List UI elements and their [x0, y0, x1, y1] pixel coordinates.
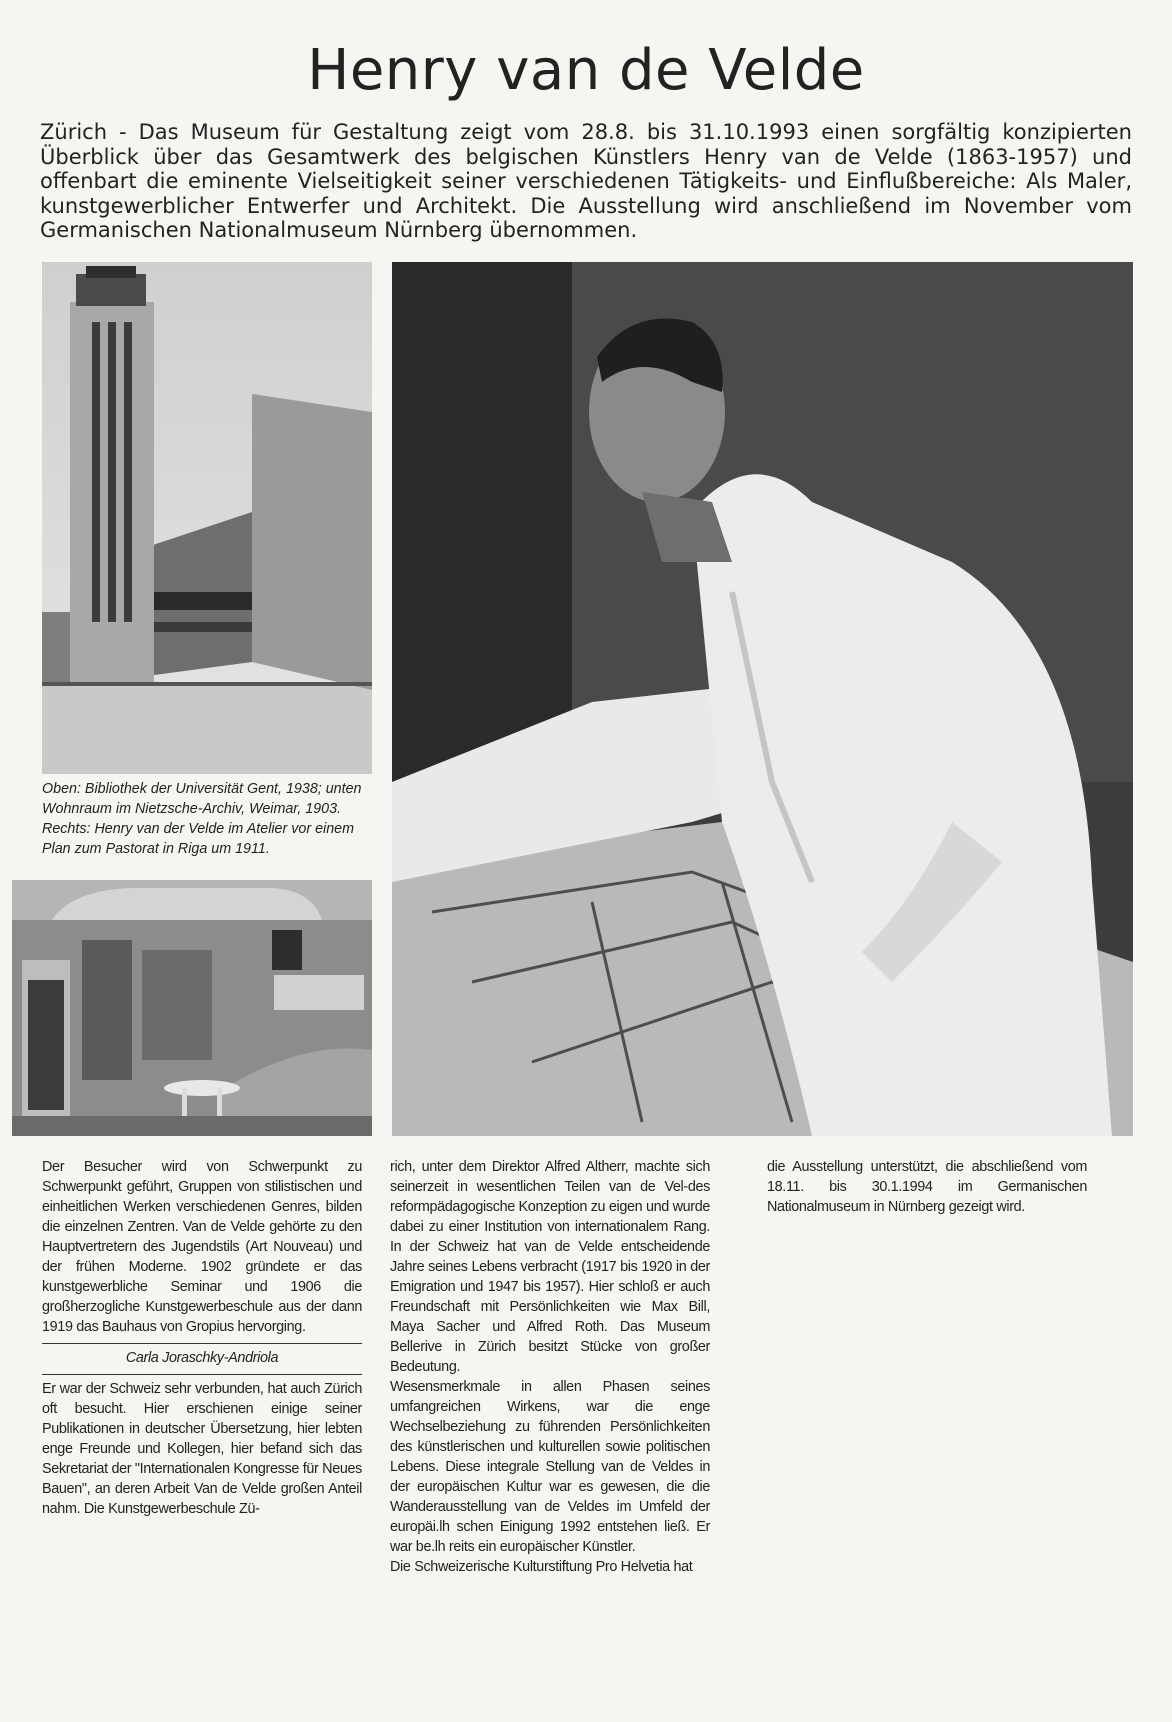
paragraph: Die Schweizerische Kulturstiftung Pro Helvetia hat — [390, 1559, 693, 1575]
divider — [42, 1374, 362, 1375]
paragraph: rich, unter dem Direktor Alfred Altherr, machte sich seinerzeit in wesentlichen Teilen van de Vel-des reformpädagogische Konzeption zu eigen und wurde dabei zu einer Institution von internationalem Rang. In der Schweiz hat van de Velde entscheidende Jahre seines Lebens verbracht (1917 bis 1920 in der Emigration und 1947 bis 1957). Hier schloß er auch Freundschaft mit Persönlichkeiten wie Max Bill, Maya Sacher und Alfred Roth. Das Museum Bellerive in Zürich besitzt Stücke von großer Bedeutung. — [390, 1159, 711, 1375]
text-column-1 — [42, 1157, 362, 1519]
lead-paragraph: Zürich - Das Museum für Gestaltung zeigt vom 28.8. bis 31.10.1993 einen sorgfältig konzipierten Überblick über das Gesamtwerk des belgischen Künstlers Henry van de Velde (1863-1957) und offenbart die eminente Vielseitigkeit seiner verschiedenen Tätigkeits- und Einflußbereiche: Als Maler, kunstgewerblicher Entwerfer und Architekt. Die Ausstellung wird anschließend im November vom Germanischen Nationalmuseum Nürnberg übernommen. — [40, 120, 1132, 242]
library-photo — [42, 262, 372, 774]
text-column-3 — [767, 1157, 1087, 1217]
text-column-2 — [390, 1157, 710, 1577]
portrait-photo — [392, 262, 1133, 1136]
divider — [42, 1343, 362, 1344]
paragraph: die Ausstellung unterstützt, die abschließend vom 18.11. bis 30.1.1994 im Germanischen Nationalmuseum in Nürnberg gezeigt wird. — [767, 1159, 1087, 1215]
paragraph: Der Besucher wird von Schwerpunkt zu Schwerpunkt geführt, Gruppen von stilistischen und einheitlichen Werken verschiedenen Genres, bilden die einzelnen Zentren. Van de Velde gehörte zu den Hauptvertretern des Jugendstils (Art Nouveau) und der frühen Moderne. 1902 gründete er das kunstgewerbliche Seminar und 1906 die großherzogliche Kunstgewerbeschule aus der dann 1919 das Bauhaus von Gropius hervorging. — [42, 1159, 362, 1335]
photo-caption: Oben: Bibliothek der Universität Gent, 1938; unten Wohnraum im Nietzsche-Archiv, Weimar, 1903. Rechts: Henry van der Velde im Atelier vor einem Plan zum Pastorat in Riga um 1911. — [42, 781, 362, 857]
paragraph: Er war der Schweiz sehr verbunden, hat auch Zürich oft besucht. Hier erschienen einige seiner Publikationen in deutscher Übersetzung, hier lebten enge Freunde und Kollegen, hier befand sich das Sekretariat der "Internationalen Kongresse für Neues Bauen", an deren Arbeit Van de Velde großen Anteil nahm. Die Kunstgewerbeschule Zü- — [42, 1381, 362, 1517]
paragraph: Wesensmerkmale in allen Phasen seines umfangreichen Wirkens, war die enge Wechselbeziehung zu führenden Persönlichkeiten des künstlerischen und kulturellen sowie politischen Lebens. Diese integrale Stellung van de Veldes in der europäischen Kultur war es gewesen, die die Wanderausstellung van de Veldes im Umfeld der europäi.lh schen Einigung 1992 entstehen ließ. Er war be.lh reits ein europäischer Künstler. — [390, 1379, 710, 1555]
author-byline: Carla Joraschky-Andriola — [125, 1350, 279, 1366]
living-room-photo — [12, 880, 372, 1136]
article-title: Henry van de Velde — [307, 38, 865, 103]
